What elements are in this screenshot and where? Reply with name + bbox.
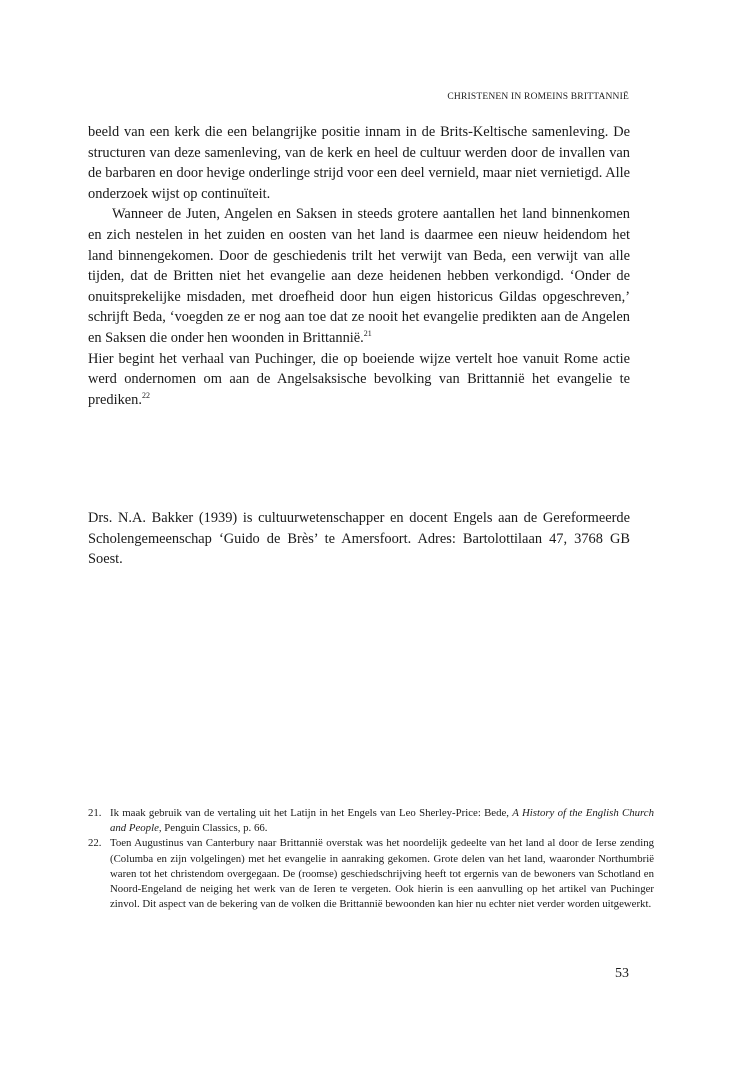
- footnote-text: Toen Augustinus van Canterbury naar Brittannië overstak was het noordelijk gedeelte van het land al door de Ierse zending (Columba en zijn volgelingen) met het evangelie in aanraking gekomen. Grote delen van het land, waaronder Northumbrië waren tot het christendom overgegaan. De (roomse) geschiedschrijving heeft tot ergernis van de bewoners van Schotland en Noord-Engeland de neiging het werk van de Ieren te vergeten. Ook hierin is een aanvulling op het artikel van Puchinger zinvol. Dit aspect van de bekering van de volken die Brittannië bewoonden kan hier nu echter niet verder worden uitgewerkt.: [110, 837, 654, 911]
- footnote-ref-22[interactable]: 22: [141, 390, 150, 400]
- article-body: [88, 122, 630, 410]
- paragraph-3-text: Hier begint het verhaal van Puchinger, die op boeiende wijze vertelt hoe vanuit Rome actie werd ondernomen om aan de Angelsaksische bevolking van Brittannië het evangelie te prediken.: [88, 350, 630, 408]
- footnote-21-before: Ik maak gebruik van de vertaling uit het Latijn in het Engels van Leo Sherley-Price: Bede,: [110, 807, 513, 819]
- footnote-21-after: Penguin Classics, p. 66.: [161, 822, 268, 835]
- running-head: CHRISTENEN IN ROMEINS BRITTANNIË: [447, 92, 629, 102]
- footnotes: [88, 806, 654, 912]
- page-number: 53: [615, 966, 629, 981]
- footnote-22: [88, 836, 654, 912]
- footnote-number: 22.: [88, 837, 102, 850]
- paragraph-1: beeld van een kerk die een belangrijke positie innam in de Brits-Keltische samenleving. De structuren van deze samenleving, van de kerk en heel de cultuur werden door de invallen van de barbaren en door hevige onderlinge strijd voor een deel vernield, maar niet vernietigd. Alle onderzoek wijst op continuïteit.: [88, 124, 630, 202]
- paragraph-2: [88, 204, 630, 348]
- footnote-ref-21[interactable]: 21: [363, 328, 372, 338]
- footnote-21: [88, 806, 654, 836]
- author-bio: Drs. N.A. Bakker (1939) is cultuurwetenschapper en docent Engels aan de Gereformeerde Scholengemeenschap ‘Guido de Brès’ te Amersfoort. Adres: Bartolottilaan 47, 3768 GB Soest.: [88, 510, 630, 568]
- footnote-21-title: A History of the English Church and People,: [110, 807, 654, 835]
- footnote-text: [110, 806, 654, 836]
- paragraph-2-text: Wanneer de Juten, Angelen en Saksen in steeds grotere aantallen het land binnenkomen en zich nestelen in het zuiden en oosten van het land is daarmee een nieuw heidendom het land binnengekomen. Door de geschiedenis trilt het verwijt van Beda, een verwijt van alle tijden, dat de Britten niet het evangelie aan deze heidenen hebben verkondigd. ‘Onder de onuitsprekelijke misdaden, met droefheid door hun eigen historicus Gildas opgeschreven,’ schrijft Beda, ‘voegden ze er nog aan toe dat ze nooit het evangelie predikten aan de Angelen en Saksen die onder hen woonden in Brittannië.: [88, 206, 630, 346]
- footnote-number: 21.: [88, 807, 102, 819]
- paragraph-3: [88, 349, 630, 411]
